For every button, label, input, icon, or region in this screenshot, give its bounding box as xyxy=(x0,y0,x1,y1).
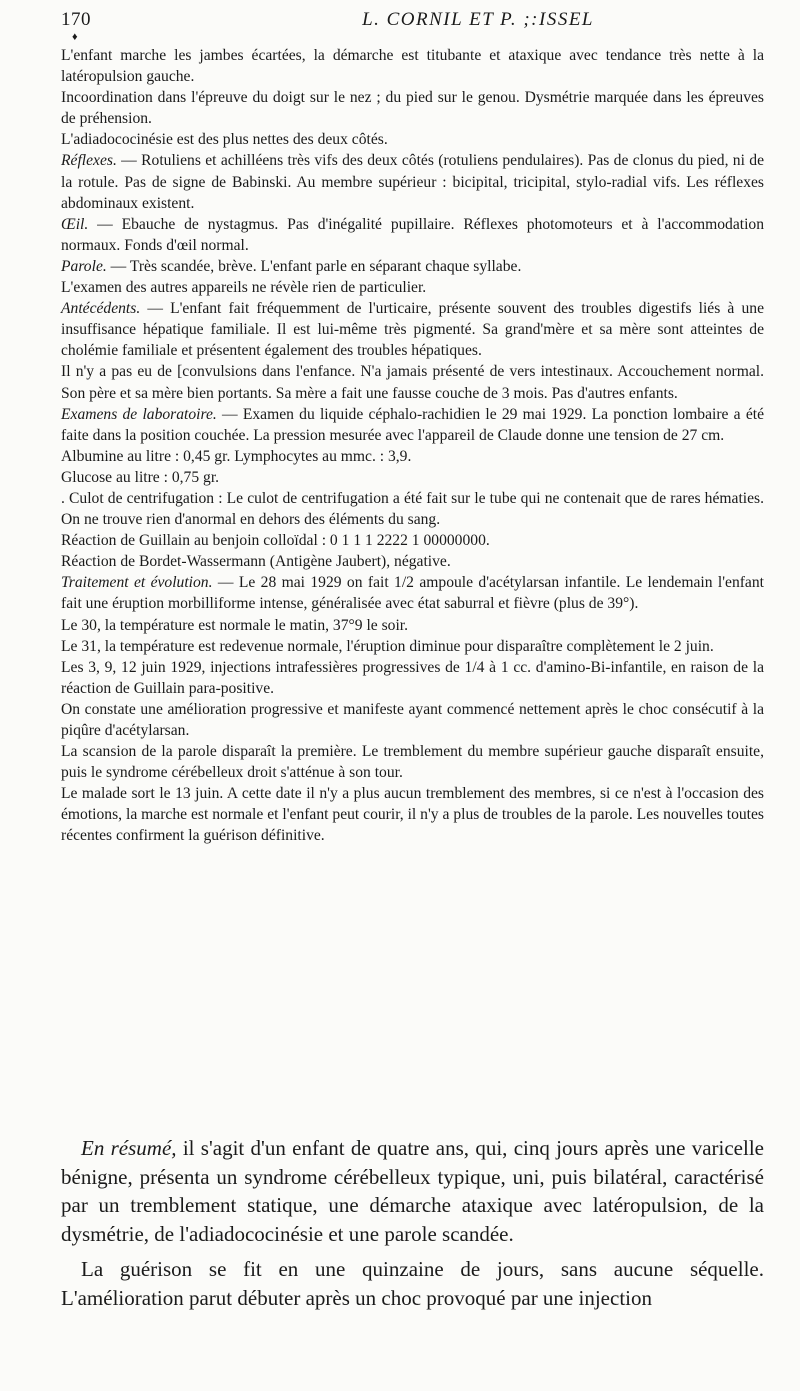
body-paragraph xyxy=(61,699,764,741)
paragraph-text: Les 3, 9, 12 juin 1929, injections intrafessières progressives de 1/4 à 1 cc. d'amino-Bi-infantile, en raison de la réaction de Guillain para-positive. xyxy=(61,658,764,697)
body-paragraph xyxy=(61,467,764,488)
body-paragraph xyxy=(61,404,764,446)
body-paragraph xyxy=(61,741,764,783)
body-paragraph xyxy=(61,488,764,530)
ornament-mark: ♦ xyxy=(72,31,78,43)
running-title: L. CORNIL ET P. ;:ISSEL xyxy=(362,9,594,30)
body-paragraph xyxy=(61,636,764,657)
paragraph-text: — Le 28 mai 1929 on fait 1/2 ampoule d'acétylarsan infantile. Le lendemain l'enfant fait une éruption morbilliforme intense, généralisée avec état saburral et fièvre (plus de 39°). xyxy=(61,574,764,613)
body-paragraph xyxy=(61,530,764,551)
paragraph-text: On constate une amélioration progressive et manifeste ayant commencé nettement après le choc consécutif à la piqûre d'acétylarsan. xyxy=(61,700,764,739)
case-report-body xyxy=(61,45,764,847)
paragraph-text: La scansion de la parole disparaît la première. Le tremblement du membre supérieur gauche disparaît ensuite, puis le syndrome cérébelleux droit s'atténue à son tour. xyxy=(61,743,764,782)
page-number: 170 xyxy=(61,9,91,30)
summary-paragraph xyxy=(61,1255,764,1312)
paragraph-lead: Traitement et évolution. xyxy=(61,574,213,592)
body-paragraph xyxy=(61,45,764,87)
paragraph-lead: Parole. xyxy=(61,257,107,275)
body-paragraph xyxy=(61,150,764,213)
summary-paragraph xyxy=(61,1134,764,1248)
body-paragraph xyxy=(61,87,764,129)
paragraph-text: L'adiadococinésie est des plus nettes des deux côtés. xyxy=(61,131,388,149)
body-paragraph xyxy=(61,551,764,572)
paragraph-text: Le 30, la température est normale le matin, 37°9 le soir. xyxy=(61,616,409,634)
body-paragraph xyxy=(61,446,764,467)
page-header xyxy=(61,9,764,35)
body-paragraph xyxy=(61,615,764,636)
paragraph-text: L'enfant marche les jambes écartées, la démarche est titubante et ataxique avec tendance très nette à la latéropulsion gauche. xyxy=(61,47,764,86)
paragraph-text: La guérison se fit en une quinzaine de jours, sans aucune séquelle. L'amélioration parut débuter après un choc provoqué par une injection xyxy=(61,1257,764,1310)
body-paragraph xyxy=(61,657,764,699)
paragraph-text: Le malade sort le 13 juin. A cette date il n'y a plus aucun tremblement des membres, si ce n'est à l'occasion des émotions, la marche est normale et l'enfant peut courir, il n'y a plus de troubles de la parole. Les nouvelles toutes récentes confirment la guérison définitive. xyxy=(61,785,764,845)
body-paragraph xyxy=(61,783,764,846)
body-paragraph xyxy=(61,361,764,403)
paragraph-text: Il n'y a pas eu de [convulsions dans l'enfance. N'a jamais présenté de vers intestinaux. Accouchement normal. Son père et sa mère bien portants. Sa mère a fait une fausse couche de 3 mois. Pas d'autres enfants. xyxy=(61,363,764,402)
body-paragraph xyxy=(61,256,764,277)
paragraph-text: — Très scandée, brève. L'enfant parle en séparant chaque syllabe. xyxy=(106,257,522,275)
paragraph-text: Incoordination dans l'épreuve du doigt sur le nez ; du pied sur le genou. Dysmétrie marquée dans les épreuves de préhension. xyxy=(61,89,764,128)
paragraph-text: Albumine au litre : 0,45 gr. Lymphocytes au mmc. : 3,9. xyxy=(61,447,412,465)
paragraph-lead: En résumé, xyxy=(81,1136,177,1160)
body-paragraph xyxy=(61,129,764,150)
paragraph-text: Le 31, la température est redevenue normale, l'éruption diminue pour disparaître complètement le 2 juin. xyxy=(61,637,714,655)
paragraph-text: — Rotuliens et achilléens très vifs des deux côtés (rotuliens pendulaires). Pas de clonus du pied, ni de la rotule. Pas de signe de Babinski. Au membre supérieur : bicipital, tricipital, stylo-radial vifs. Les réflexes abdominaux existent. xyxy=(61,152,764,212)
summary-section xyxy=(61,1134,764,1320)
paragraph-text: il s'agit d'un enfant de quatre ans, qui, cinq jours après une varicelle bénigne, présenta un syndrome cérébelleux typique, uni, puis bilatéral, caractérisé par un tremblement statique, une démarche ataxique avec latéropulsion, de la dysmétrie, de l'adiadococinésie et une parole scandée. xyxy=(61,1136,764,1246)
body-paragraph xyxy=(61,572,764,614)
paragraph-text: — Ebauche de nystagmus. Pas d'inégalité pupillaire. Réflexes photomoteurs et à l'accommodation normaux. Fonds d'œil normal. xyxy=(61,215,764,254)
paragraph-text: Réaction de Guillain au benjoin colloïdal : 0 1 1 1 2222 1 00000000. xyxy=(61,532,490,550)
paragraph-lead: Réflexes. xyxy=(61,152,117,170)
paragraph-text: Réaction de Bordet-Wassermann (Antigène Jaubert), négative. xyxy=(61,553,451,571)
paragraph-text: — L'enfant fait fréquemment de l'urticaire, présente souvent des troubles digestifs liés à une insuffisance hépatique familiale. Il est lui-même très pigmenté. Sa grand'mère et sa mère sont atteintes de cholémie familiale et présentent également des troubles hépatiques. xyxy=(61,300,764,360)
paragraph-text: . Culot de centrifugation : Le culot de centrifugation a été fait sur le tube qui ne contenait que de rares hématies. On ne trouve rien d'anormal en dehors des éléments du sang. xyxy=(61,489,764,529)
body-paragraph xyxy=(61,298,764,361)
body-paragraph xyxy=(61,277,764,298)
paragraph-text: L'examen des autres appareils ne révèle rien de particulier. xyxy=(61,279,427,297)
paragraph-lead: Antécédents. xyxy=(61,300,141,318)
paragraph-lead: Œil. xyxy=(61,215,89,233)
paragraph-text: Glucose au litre : 0,75 gr. xyxy=(61,468,220,486)
body-paragraph xyxy=(61,214,764,256)
paragraph-lead: Examens de laboratoire. xyxy=(61,405,217,423)
paragraph-text: — Examen du liquide céphalo-rachidien le 29 mai 1929. La ponction lombaire a été faite dans la position couchée. La pression mesurée avec l'appareil de Claude donne une tension de 27 cm. xyxy=(61,405,764,444)
